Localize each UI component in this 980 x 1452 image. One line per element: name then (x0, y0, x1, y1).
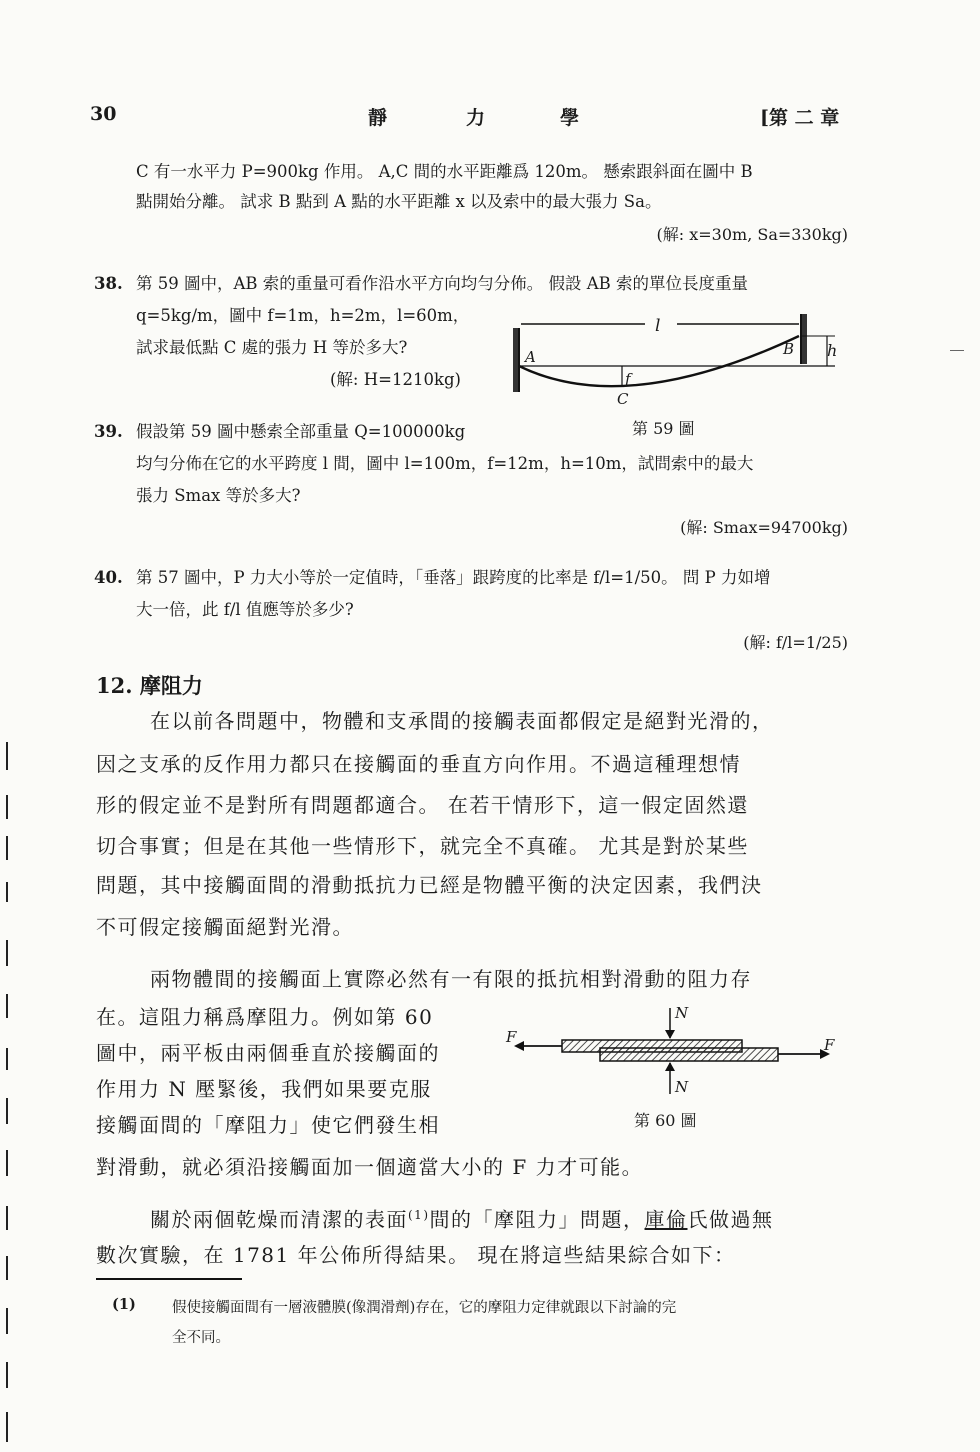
footnote-rule (96, 1278, 242, 1280)
section-heading: 12. 摩阻力 (96, 673, 203, 698)
scan-margin-mark (6, 1362, 8, 1388)
problem40-line1: 第 57 圖中，P 力大小等於一定值時，「垂落」跟跨度的比率是 f/l=1/50。 問 P 力如增 (136, 568, 771, 587)
problem39-number: 39. (94, 422, 123, 441)
scan-margin-mark (6, 1150, 8, 1176)
chapter-label: [第 二 章 (760, 107, 840, 129)
problem37-line1: C 有一水平力 P=900kg 作用。 A,C 間的水平距離爲 120m。 懸索跟斜面在圖中 B (136, 162, 753, 181)
page-number: 30 (90, 103, 117, 125)
footnote-marker: (1) (112, 1296, 136, 1313)
para3-line2: 數次實驗，在 1781 年公佈所得結果。 現在將這些結果綜合如下： (96, 1243, 736, 1267)
cable-curve (519, 336, 799, 386)
footnote-reference: (1) (408, 1208, 430, 1222)
para2-line1: 兩物體間的接觸面上實際必然有一有限的抵抗相對滑動的阻力存 (150, 967, 752, 991)
scan-margin-mark (6, 1412, 8, 1442)
label-l: l (655, 316, 661, 336)
problem38-line2: q=5kg/m，圖中 f=1m，h=2m，l=60m， (136, 306, 470, 325)
para1-line3: 形的假定並不是對所有問題都適合。 在若干情形下，這一假定固然還 (96, 793, 749, 817)
problem38-number: 38. (94, 274, 123, 293)
running-title-char-1: 靜 (368, 107, 388, 129)
para2-last-line: 對滑動，就必須沿接觸面加一個適當大小的 F 力才可能。 (96, 1155, 644, 1179)
problem37-line2: 點開始分離。 試求 B 點到 A 點的水平距離 x 以及索中的最大張力 Sa。 (136, 192, 662, 211)
problem40-line2: 大一倍，此 f/l 值應等於多少? (136, 600, 354, 619)
para1-line2: 因之支承的反作用力都只在接觸面的垂直方向作用。不過這種理想情 (96, 752, 741, 776)
label-F-left: F (506, 1028, 517, 1046)
footnote-line1: 假使接觸面間有一層液體膜(像潤滑劑)存在，它的摩阻力定律就跟以下討論的完 (172, 1300, 677, 1316)
label-h: h (827, 341, 838, 360)
scan-margin-mark (6, 742, 8, 770)
problem38-line3: 試求最低點 C 處的張力 H 等於多大? (136, 338, 408, 357)
label-F-right: F (824, 1036, 835, 1054)
coulomb-name: 庫倫 (644, 1207, 688, 1232)
para2-left-line4: 接觸面間的「摩阻力」使它們發生相 (96, 1113, 440, 1137)
label-A: A (525, 348, 536, 366)
problem37-answer: (解: x=30m, Sa=330kg) (656, 225, 848, 244)
problem40-answer: (解: f/l=1/25) (743, 633, 848, 652)
scan-margin-mark (6, 882, 8, 902)
scan-margin-mark (6, 1098, 8, 1124)
para1-line4: 切合事實；但是在其他一些情形下，就完全不真確。 尤其是對於某些 (96, 834, 749, 858)
problem38-line1: 第 59 圖中，AB 索的重量可看作沿水平方向均勻分佈。 假設 AB 索的單位長度重量 (136, 274, 749, 293)
para3-text-b: 間的「摩阻力」問題， (429, 1207, 645, 1232)
problem39-line2: 均勻分佈在它的水平跨度 l 間，圖中 l=100m，f=12m，h=10m，試問索中的最大 (136, 454, 754, 473)
scan-margin-mark (6, 1308, 8, 1334)
para3-text-a: 關於兩個乾燥而清潔的表面 (150, 1207, 408, 1232)
figure-60-diagram (500, 1000, 846, 1104)
label-N-top: N (675, 1004, 689, 1022)
para2-left-line2: 圖中，兩平板由兩個垂直於接觸面的 (96, 1041, 440, 1065)
problem38-answer: (解: H=1210kg) (330, 370, 461, 389)
scan-margin-mark (6, 836, 8, 860)
label-C: C (617, 390, 629, 408)
scan-margin-mark (6, 1206, 8, 1230)
problem39-line1: 假設第 59 圖中懸索全部重量 Q=100000kg (136, 422, 466, 441)
running-title-char-2: 力 (466, 107, 486, 129)
problem40-number: 40. (94, 568, 123, 587)
label-f: f (625, 370, 631, 388)
figure-59-caption: 第 59 圖 (632, 419, 695, 438)
para1-line1: 在以前各問題中，物體和支承間的接觸表面都假定是絕對光滑的， (150, 709, 774, 733)
bottom-plate (600, 1048, 778, 1061)
scan-margin-mark (6, 994, 8, 1018)
para2-left-line1: 在。這阻力稱爲摩阻力。例如第 60 (96, 1005, 434, 1029)
label-B: B (783, 340, 795, 358)
para2-left-line3: 作用力 N 壓緊後，我們如果要克服 (96, 1077, 432, 1101)
problem39-line3: 張力 Smax 等於多大? (136, 486, 301, 505)
figure-60-caption: 第 60 圖 (634, 1111, 697, 1130)
para3-text-c: 氏做過無 (687, 1207, 774, 1232)
running-title-char-3: 學 (560, 107, 580, 129)
problem39-answer: (解: Smax=94700kg) (680, 518, 848, 537)
scan-margin-mark (6, 940, 8, 966)
footnote-line2: 全不同。 (172, 1330, 230, 1346)
figure-59-diagram (505, 306, 850, 410)
scan-margin-mark (6, 1048, 8, 1070)
scan-edge-mark (950, 350, 964, 351)
label-N-bottom: N (675, 1078, 689, 1096)
para1-line5: 問題，其中接觸面間的滑動抵抗力已經是物體平衡的決定因素，我們決 (96, 873, 763, 897)
scan-margin-mark (6, 1256, 8, 1280)
para3-line1 (150, 1196, 774, 1239)
scan-margin-mark (6, 795, 8, 819)
para1-line6: 不可假定接觸面絕對光滑。 (96, 915, 354, 939)
